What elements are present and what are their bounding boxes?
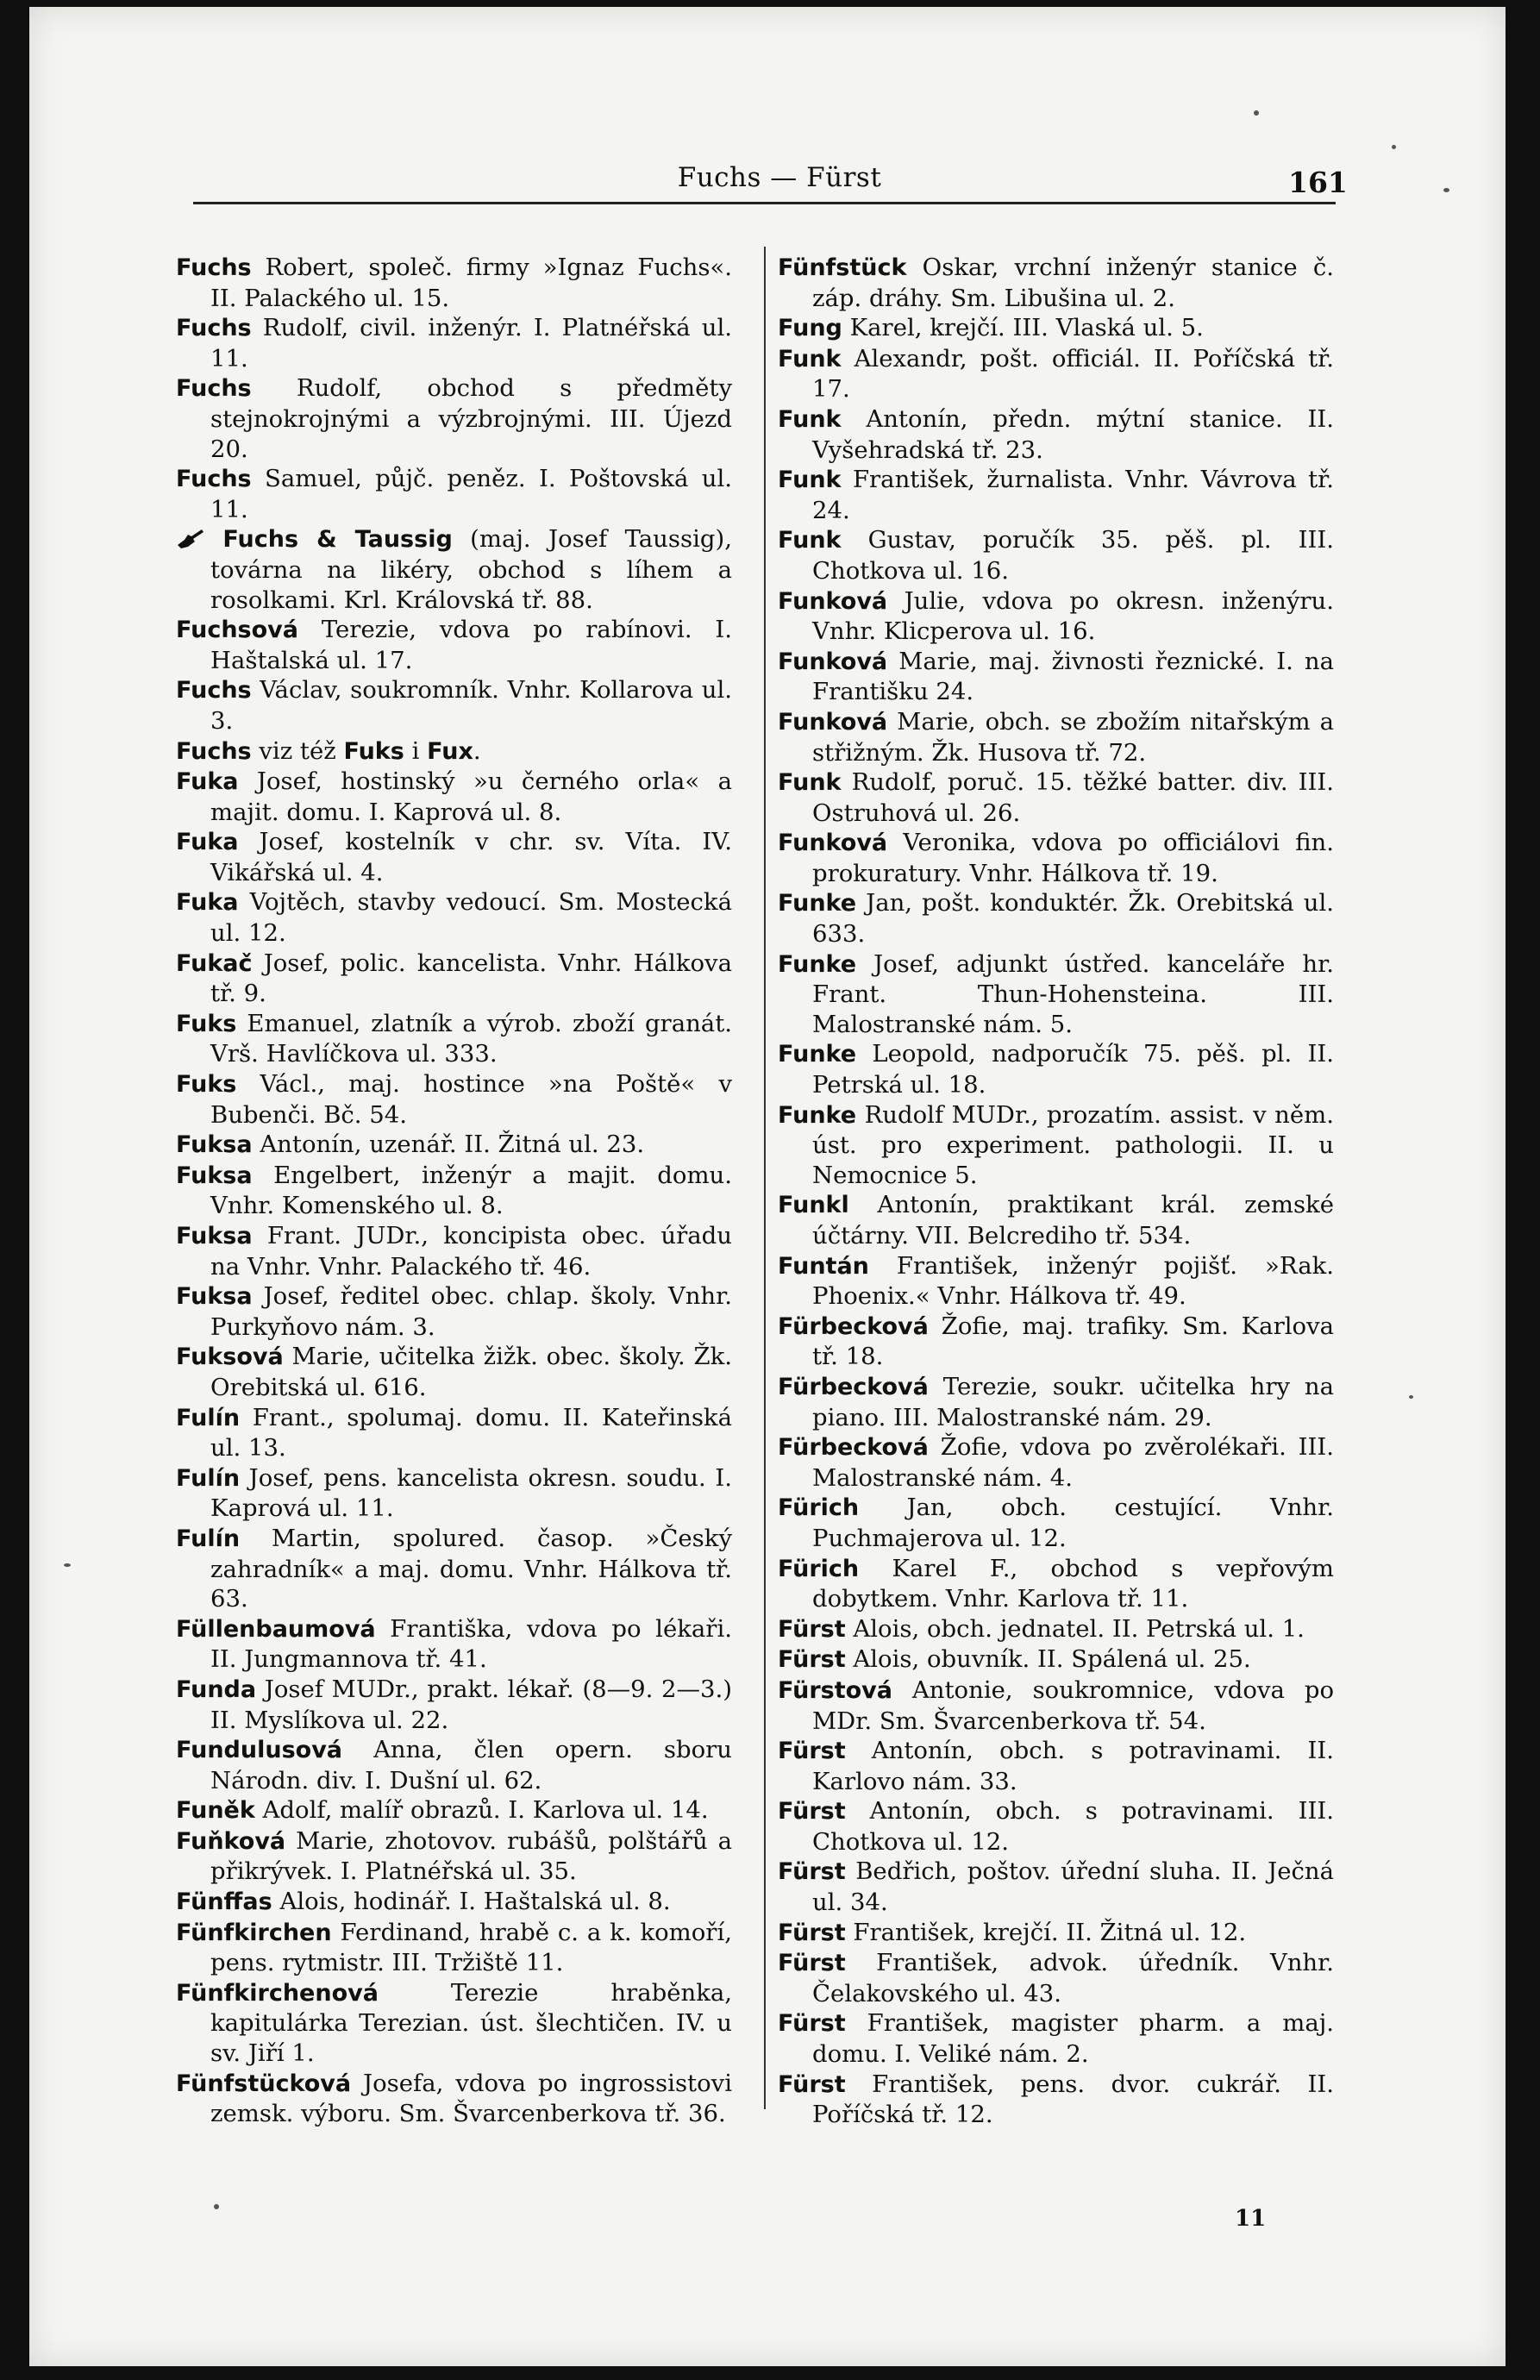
entry-surname: Fuksová [176,1343,284,1371]
entry-surname: Fuchs [176,375,252,403]
entry-details: Marie, učitelka žižk. obec. školy. Žk. Orebitská ul. 616. [210,1343,732,1401]
directory-entry [778,586,1334,647]
directory-entry [176,1009,732,1069]
directory-entry [778,253,1334,313]
entry-details: Antonín, praktikant král. zemské účtárny. VII. Belcrediho tř. 534. [812,1191,1334,1250]
entry-details: Vojtěch, stavby vedoucí. Sm. Mostecká ul. 12. [210,888,732,948]
entry-details: Frant., spolumaj. domu. II. Kateřinská ul. 13. [210,1403,732,1462]
directory-entry [176,1826,732,1887]
entry-details: Jan, obch. cestující. Vnhr. Puchmajerova ul. 12. [812,1494,1334,1552]
entry-surname: Fulín [176,1404,241,1431]
entry-details: Žofie, maj. trafiky. Sm. Karlova tř. 18. [812,1312,1334,1371]
entry-surname: Fürst [778,1738,846,1765]
header-rule [193,202,1336,204]
entry-surname: Fuksa [176,1162,253,1189]
entry-details: Rudolf, poruč. 15. těžké batter. div. III. Ostruhová ul. 26. [812,768,1334,827]
directory-entry [176,736,732,767]
entry-surname: Fuka [176,768,239,796]
entry-surname: Funk [778,467,842,494]
directory-entry [778,1554,1334,1614]
directory-entry [778,647,1334,707]
entry-surname: Fürbecková [778,1312,929,1340]
entry-details: Marie, obch. se zbožím nitařským a střižným. Žk. Husova tř. 72. [812,707,1334,767]
directory-entry [176,675,732,736]
entry-details: Emanuel, zlatník a výrob. zboží granát. Vrš. Havlíčkova ul. 333. [210,1009,732,1068]
signature-mark: 11 [1235,2206,1267,2232]
entry-surname: Fuks [343,737,404,765]
entry-surname: Funk [778,527,842,554]
page-number: 161 [1288,166,1348,199]
entry-details: Oskar, vrchní inženýr stanice č. záp. dráhy. Sm. Libušina ul. 2. [812,254,1334,312]
entry-details: Terezie, vdova po rabínovi. I. Haštalská ul. 17. [210,616,732,674]
entry-details: František, žurnalista. Vnhr. Vávrova tř. 24. [812,466,1334,524]
entry-surname: Fuksa [176,1223,253,1250]
entry-surname: Funke [778,890,857,918]
entry-surname: Fürich [778,1555,860,1582]
directory-entry [176,1342,732,1402]
entry-surname: Fürst [778,2070,846,2098]
directory-entry [778,828,1334,888]
entry-details: Antonín, uzenář. II. Žitná ul. 23. [252,1130,645,1159]
directory-entry [778,888,1334,949]
directory-entry [778,1039,1334,1099]
directory-entry [176,1221,732,1281]
entry-details: František, pens. dvor. cukrář. II. Poříčská tř. 12. [812,2070,1334,2129]
directory-entry [778,465,1334,525]
entry-surname: Fürich [778,1494,860,1522]
directory-entry [176,253,732,313]
directory-entry [778,1736,1334,1796]
directory-entry [176,1887,732,1918]
entry-surname: Fürbecková [778,1434,929,1462]
entry-details: Adolf, malíř obrazů. I. Karlova ul. 14. [254,1796,709,1825]
entry-details: Antonín, obch. s potravinami. III. Chotkova ul. 12. [812,1797,1334,1856]
entry-details: Robert, společ. firmy »Ignaz Fuchs«. II. Palackého ul. 15. [210,254,732,312]
directory-entry [778,313,1334,344]
entry-details: Josef, polic. kancelista. Vnhr. Hálkova tř. 9. [210,949,732,1008]
directory-entry [778,1493,1334,1553]
entry-surname: Fuka [176,889,239,917]
directory-entry [176,373,732,464]
scan-speck [214,2204,219,2209]
pointing-hand-icon [176,528,205,550]
entry-surname: Fung [778,315,842,342]
directory-entry [778,1644,1334,1675]
entry-details: Gustav, poručík 35. pěš. pl. III. Chotkova ul. 16. [812,526,1334,585]
entry-details: František, advok. úředník. Vnhr. Čelakovského ul. 43. [812,1949,1334,2007]
entry-details: Leopold, nadporučík 75. pěš. pl. II. Petrská ul. 18. [812,1040,1334,1099]
entry-surname: Fux [427,737,473,765]
entry-details: Rudolf MUDr., prozatím. assist. v něm. úst. pro experiment. pathologii. II. u Nemocnice 5. [812,1100,1334,1189]
entry-details: František, magister pharm. a maj. domu. I. Veliké nám. 2. [812,2009,1334,2069]
entry-surname: Fulín [176,1464,241,1492]
directory-entry [176,1524,732,1614]
entry-details: (maj. Josef Taussig), továrna na likéry, obchod s líhem a rosolkami. Krl. Královská tř. 88. [210,525,732,614]
entry-details: viz též [251,736,344,765]
entry-surname: Fuksa [176,1283,253,1311]
entry-surname: Fuchs [176,737,252,765]
directory-entry [778,1190,1334,1250]
running-head: Fuchs — Fürst [677,162,882,193]
entry-details: Václav, soukromník. Vnhr. Kollarova ul. 3. [210,676,732,735]
directory-entry [778,344,1334,404]
entry-surname: Fuchsová [176,617,298,644]
directory-entry [778,525,1334,586]
directory-entry [176,1130,732,1161]
entry-details: Frant. JUDr., koncipista obec. úřadu na Vnhr. Vnhr. Palackého tř. 46. [210,1222,732,1281]
directory-entry [778,1796,1334,1857]
directory-entry [778,1948,1334,2008]
entry-details: Alois, hodinář. I. Haštalská ul. 8. [272,1888,671,1916]
entry-surname: Fuňková [176,1827,286,1855]
entry-surname: Fünfstück [778,254,907,281]
directory-entry [778,404,1334,465]
entry-details: . [473,736,481,765]
entry-surname: Funkl [778,1192,849,1219]
entry-details: Josef, ředitel obec. chlap. školy. Vnhr. Purkyňovo nám. 3. [210,1282,732,1341]
entry-details: Josef, pens. kancelista okresn. soudu. I. Kaprová ul. 11. [210,1463,732,1523]
entry-surname: Funda [176,1675,257,1703]
entry-details: Václ., maj. hostince »na Poště« v Bubenči. Bč. 54. [210,1070,732,1129]
scan-speck [1392,145,1396,149]
entry-details: Antonín, předn. mýtní stanice. II. Vyšehradská tř. 23. [812,404,1334,464]
entry-surname: Funková [778,648,888,675]
scan-speck [1254,110,1259,116]
directory-entry [176,1463,732,1524]
entry-surname: Fuksa [176,1131,253,1159]
entry-details: Julie, vdova po okresn. inženýru. Vnhr. Klicperova ul. 16. [812,586,1334,646]
scan-speck [1409,1395,1413,1399]
directory-entry [778,767,1334,828]
entry-surname: Fürbecková [778,1373,929,1400]
entry-details: František, inženýr pojišť. »Rak. Phoenix.« Vnhr. Hálkova tř. 49. [812,1251,1334,1311]
entry-surname: Fuchs [176,254,252,281]
entry-details: František, krejčí. II. Žitná ul. 12. [845,1918,1247,1946]
entry-surname: Füllenbaumová [176,1615,376,1643]
directory-entry [176,1795,732,1826]
directory-entry [176,1614,732,1675]
directory-entry [176,1403,732,1463]
directory-entry [176,1069,732,1130]
directory-entry [176,1918,732,1978]
entry-surname: Fürst [778,2010,846,2038]
entry-details: i [404,736,428,765]
entry-surname: Fürst [778,1950,846,1977]
directory-entry [778,1372,1334,1432]
directory-entry [176,1978,732,2069]
entry-surname: Fuka [176,829,239,856]
entry-surname: Funk [778,769,842,797]
entry-details: Samuel, půjč. peněz. I. Poštovská ul. 11. [210,465,732,523]
entry-surname: Fünfkirchenová [176,1979,379,2007]
entry-details: Veronika, vdova po officiálovi fin. prokuratury. Vnhr. Hálkova tř. 19. [812,829,1334,887]
entry-surname: Fuchs [176,315,252,342]
scan-speck [1443,188,1449,192]
entry-surname: Fuchs & Taussig [222,526,453,554]
entry-surname: Fürst [778,1858,846,1886]
entry-details: Josef, adjunkt ústřed. kanceláře hr. Frant. Thun-Hohensteina. III. Malostranské nám. 5. [812,949,1334,1038]
entry-surname: Fuks [176,1071,237,1099]
directory-entry [778,1675,1334,1736]
directory-entry [778,2008,1334,2069]
directory-entry [778,1251,1334,1312]
entry-details: Rudolf, civil. inženýr. I. Platnéřská ul. 11. [210,314,732,373]
entry-surname: Funk [778,345,842,373]
entry-surname: Fundulusová [176,1737,343,1764]
entry-surname: Funke [778,1101,857,1129]
entry-surname: Fürstová [778,1676,892,1704]
entry-details: Jan, pošt. konduktér. Žk. Orebitská ul. 633. [812,889,1334,949]
entry-details: Antonín, obch. s potravinami. II. Karlovo nám. 33. [812,1737,1334,1795]
entry-details: Josefa, vdova po ingrossistovi zemsk. výboru. Sm. Švarcenberkova tř. 36. [210,2069,732,2128]
entry-details: Marie, maj. živnosti řeznické. I. na Františku 24. [812,647,1334,706]
directory-entry [778,1918,1334,1949]
left-column [176,253,732,2129]
entry-surname: Fulín [176,1525,241,1552]
entry-details: Martin, spolured. časop. »Český zahradník« a maj. domu. Vnhr. Hálkova tř. 63. [210,1524,732,1613]
directory-entry [176,464,732,524]
entry-details: Anna, člen opern. sboru Národn. div. I. Dušní ul. 62. [210,1736,732,1794]
entry-details: Žofie, vdova po zvěrolékaři. III. Malostranské nám. 4. [812,1433,1334,1492]
entry-details: Terezie, soukr. učitelka hry na piano. III. Malostranské nám. 29. [812,1372,1334,1431]
entry-surname: Fürst [778,1798,846,1826]
entry-surname: Funková [778,587,888,615]
entry-details: Terezie hraběnka, kapitulárka Terezian. úst. šlechtičen. IV. u sv. Jiří 1. [210,1978,732,2068]
entry-details: Josef MUDr., prakt. lékař. (8—9. 2—3.) II. Myslíkova ul. 22. [210,1675,732,1734]
directory-entry [176,767,732,827]
entry-surname: Fürst [778,1646,846,1674]
entry-details: Josef, kostelník v chr. sv. Víta. IV. Vikářská ul. 4. [210,828,732,886]
directory-entry [176,1675,732,1735]
directory-entry [176,615,732,675]
directory-entry [176,827,732,887]
scan-speck [64,1563,71,1567]
entry-details: Engelbert, inženýr a majit. domu. Vnhr. Komenského ul. 8. [210,1161,732,1220]
entry-surname: Funk [778,405,842,433]
directory-entry [176,887,732,948]
directory-entry [778,1432,1334,1493]
entry-surname: Funke [778,1041,857,1068]
directory-page [29,7,1506,2366]
entry-details: Rudolf, obchod s předměty stejnokrojnými a výzbrojnými. III. Újezd 20. [210,374,732,463]
entry-details: Alois, obuvník. II. Spálená ul. 25. [845,1645,1251,1674]
directory-entry [778,1614,1334,1645]
page-header [29,153,1506,205]
entry-surname: Fukač [176,949,253,977]
entry-surname: Funke [778,950,857,978]
directory-entry [778,2070,1334,2130]
directory-entry [176,524,732,615]
entry-details: Alexandr, pošt. officiál. II. Poříčská tř. 17. [812,344,1334,404]
directory-entry [176,1161,732,1221]
entry-surname: Fuks [176,1010,237,1037]
directory-entry [176,1281,732,1342]
entry-details: Ferdinand, hrabě c. a k. komoří, pens. rytmistr. III. Tržiště 11. [210,1918,732,1977]
directory-entry [176,2069,732,2129]
directory-entry [176,949,732,1009]
entry-surname: Fünfkirchen [176,1919,332,1946]
entry-surname: Fürst [778,1615,846,1643]
column-divider [764,247,766,2109]
entry-details: Josef, hostinský »u černého orla« a majit. domu. I. Kaprová ul. 8. [210,767,732,826]
entry-surname: Fuchs [176,677,252,705]
entry-details: Karel, krejčí. III. Vlaská ul. 5. [842,314,1204,342]
directory-entry [176,313,732,373]
entry-details: Karel F., obchod s vepřovým dobytkem. Vnhr. Karlova tř. 11. [812,1554,1334,1613]
entry-details: Antonie, soukromnice, vdova po MDr. Sm. Švarcenberkova tř. 54. [812,1675,1334,1735]
directory-entry [176,1735,732,1795]
entry-details: Marie, zhotovov. rubášů, polštářů a přikrývek. I. Platnéřská ul. 35. [210,1826,732,1886]
entry-surname: Fünffas [176,1888,272,1916]
entry-surname: Funěk [176,1797,255,1825]
entry-details: Alois, obch. jednatel. II. Petrská ul. 1. [845,1614,1305,1643]
entry-surname: Funková [778,830,888,857]
entry-details: Bedřich, poštov. úřední sluha. II. Ječná ul. 34. [812,1857,1334,1917]
entry-surname: Funtán [778,1252,869,1280]
entry-surname: Fuchs [176,466,252,493]
entry-surname: Funková [778,708,888,736]
directory-entry [778,707,1334,767]
entry-details: Františka, vdova po lékaři. II. Jungmannova tř. 41. [210,1614,732,1674]
entry-surname: Fünfstücková [176,2070,352,2097]
directory-entry [778,1312,1334,1372]
directory-entry [778,1857,1334,1917]
directory-entry [778,1100,1334,1191]
entry-surname: Fürst [778,1919,846,1946]
right-column [778,253,1334,2130]
directory-entry [778,949,1334,1040]
